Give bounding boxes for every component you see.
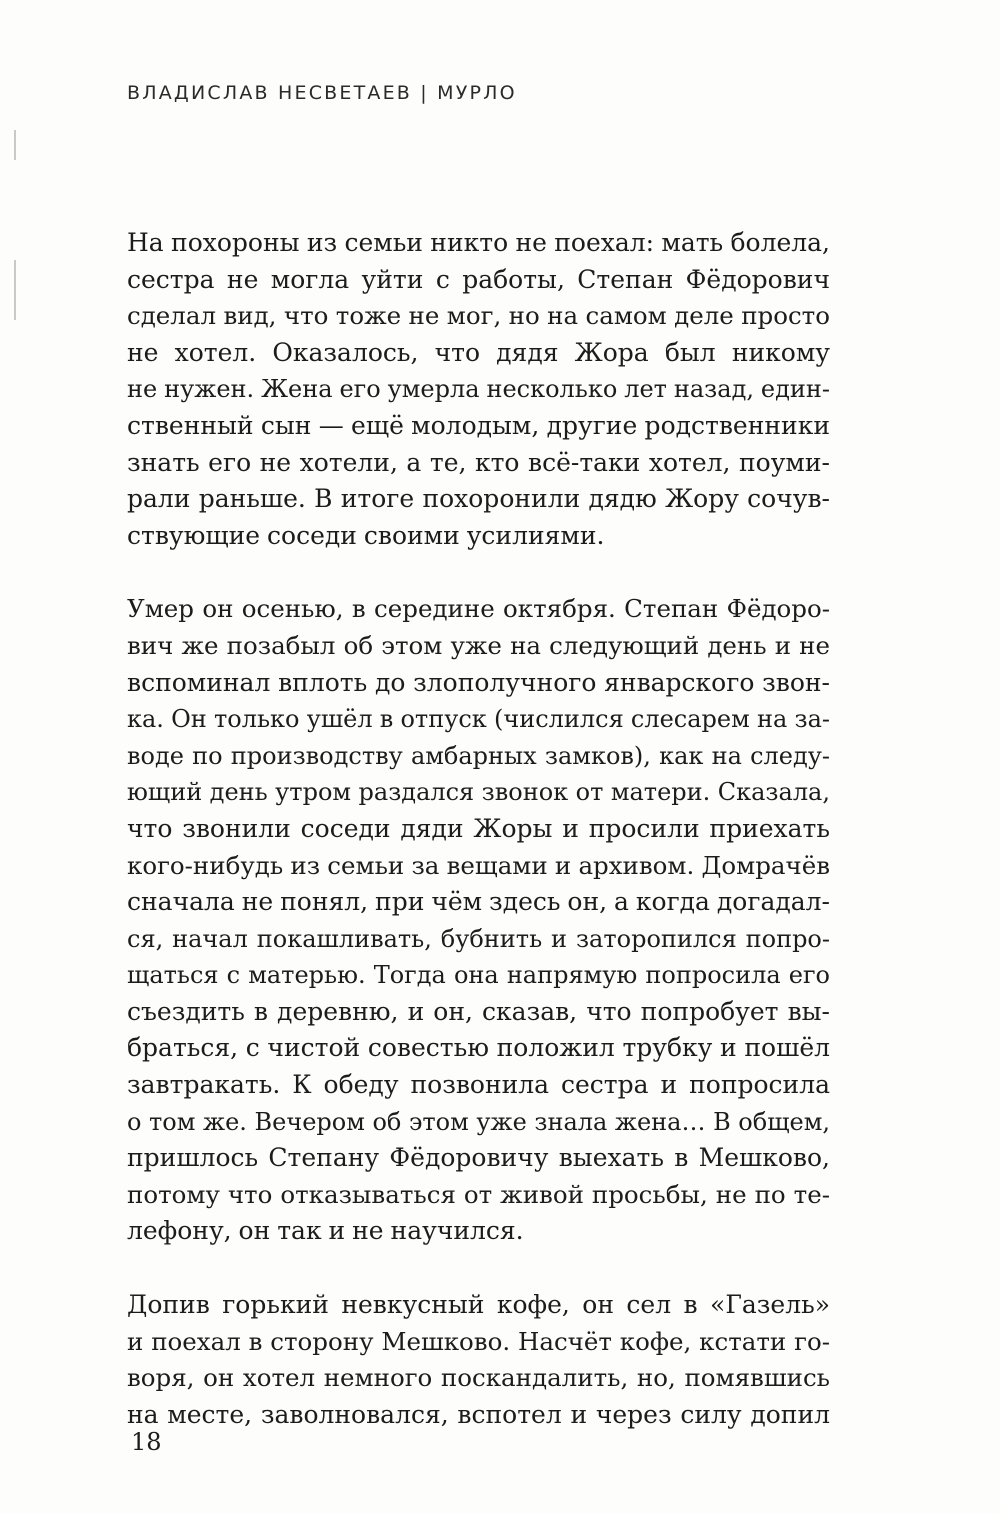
running-head-title: МУРЛО: [437, 82, 517, 104]
text-line: съездить в деревню, и он, сказав, что попробует вы-: [127, 996, 830, 1026]
text-line: воря, он хотел немного поскандалить, но, помявшись: [127, 1363, 830, 1393]
text-line: сделал вид, что тоже не мог, но на самом деле просто: [127, 301, 830, 331]
text-line: Допив горький невкусный кофе, он сел в «Газель»: [127, 1290, 830, 1320]
paragraph-1: [127, 225, 830, 554]
body-text: [127, 225, 830, 1433]
text-line: кого-нибудь из семьи за вещами и архивом. Домрачёв: [127, 850, 830, 880]
scan-edge-mark: [14, 260, 16, 320]
text-line: вспоминал вплоть до злополучного январского звон-: [127, 667, 830, 697]
text-line: ка. Он только ушёл в отпуск (числился слесарем на за-: [127, 705, 830, 734]
running-head-separator: |: [420, 82, 429, 104]
text-line: лефону, он так и не научился.: [127, 1216, 524, 1246]
text-line: щаться с матерью. Тогда она напрямую попросила его: [127, 961, 830, 990]
paragraph-2: [127, 591, 830, 1250]
running-head: [127, 82, 517, 104]
text-line: ственный сын — ещё молодым, другие родственники: [127, 410, 830, 440]
text-line: ющий день утром раздался звонок от матери. Сказала,: [127, 778, 830, 807]
text-line: браться, с чистой совестью положил трубку и пошёл: [127, 1033, 830, 1063]
text-line: не хотел. Оказалось, что дядя Жора был никому: [127, 337, 830, 367]
text-line: сначала не понял, при чём здесь он, а когда догадал-: [127, 887, 830, 917]
text-line: На похороны из семьи никто не поехал: мать болела,: [127, 228, 830, 257]
text-line: воде по производству амбарных замков), как на следу-: [127, 741, 830, 770]
text-line: знать его не хотели, а те, кто всё-таки хотел, поуми-: [127, 447, 830, 477]
text-line: Умер он осенью, в середине октября. Степан Фёдоро-: [127, 594, 830, 624]
text-line: завтракать. К обеду позвонила сестра и попросила: [127, 1070, 830, 1100]
scan-edge-mark: [14, 130, 16, 160]
text-line: потому что отказываться от живой просьбы, не по те-: [127, 1179, 830, 1209]
page-number: 18: [131, 1428, 162, 1456]
text-line: вич же позабыл об этом уже на следующий день и не: [127, 630, 830, 660]
text-line: на месте, заволновался, вспотел и через силу допил: [127, 1399, 830, 1429]
text-line: что звонили соседи дяди Жоры и просили приехать: [127, 813, 830, 843]
text-line: ствующие соседи своими усилиями.: [127, 520, 605, 550]
text-line: ся, начал покашливать, бубнить и заторопился попро-: [127, 924, 830, 953]
text-line: о том же. Вечером об этом уже знала жена… В общем,: [127, 1107, 830, 1136]
running-head-author: ВЛАДИСЛАВ НЕСВЕТАЕВ: [127, 82, 413, 104]
text-line: не нужен. Жена его умерла несколько лет назад, един-: [127, 375, 830, 404]
text-line: сестра не могла уйти с работы, Степан Фёдорович: [127, 264, 830, 294]
paragraph-3: [127, 1287, 830, 1433]
text-line: и поехал в сторону Мешково. Насчёт кофе, кстати го-: [127, 1326, 830, 1356]
text-line: пришлось Степану Фёдоровичу выехать в Мешково,: [127, 1143, 830, 1173]
text-line: рали раньше. В итоге похоронили дядю Жору сочув-: [127, 484, 830, 514]
